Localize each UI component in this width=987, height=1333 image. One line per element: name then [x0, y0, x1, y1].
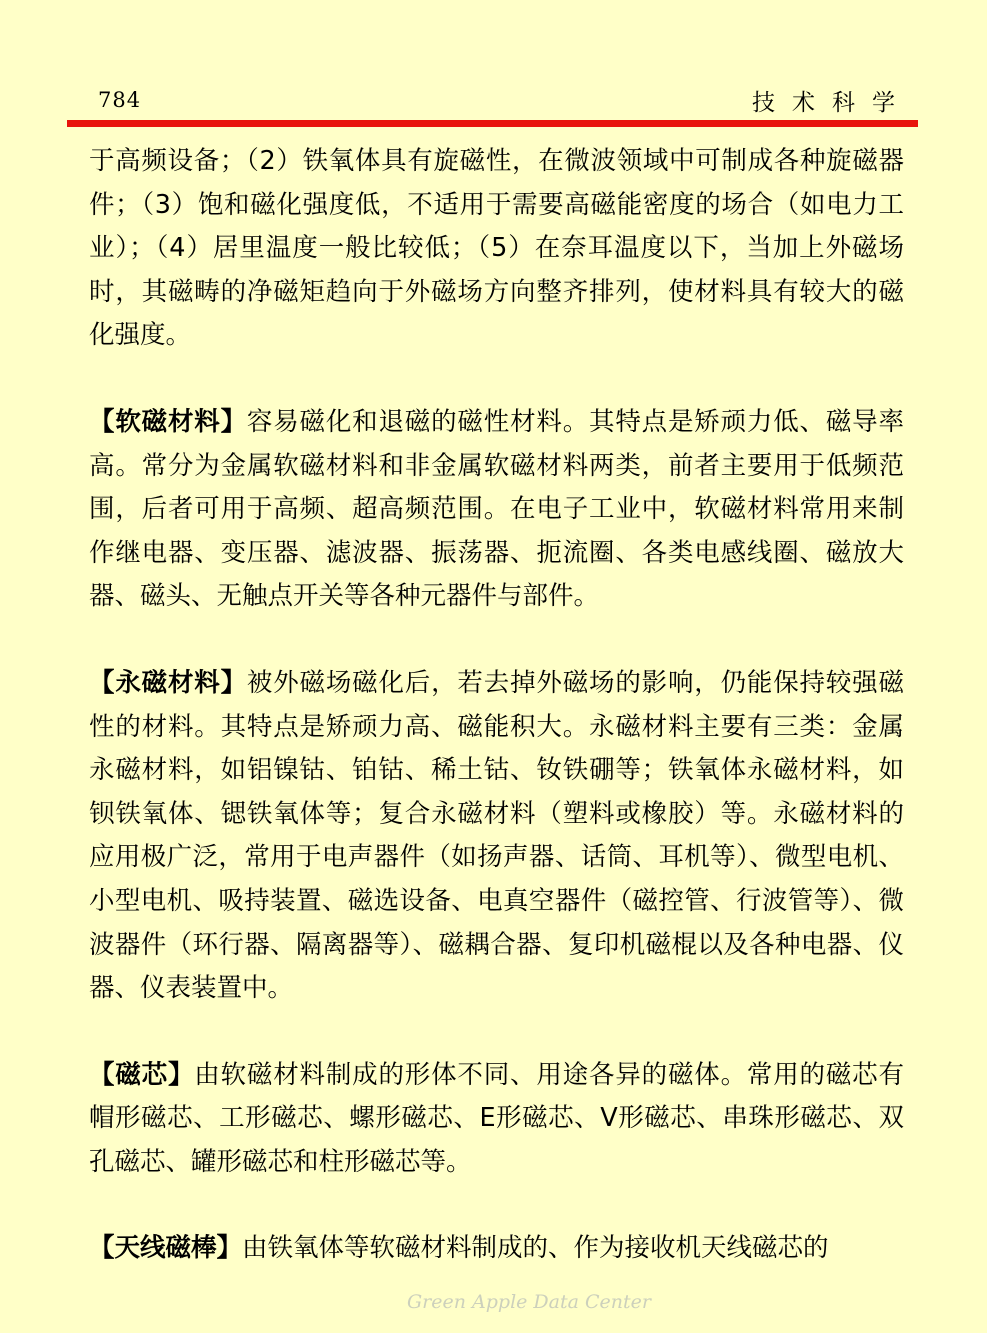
header-rule	[67, 120, 918, 127]
entry-term: 【磁芯】	[89, 1059, 195, 1090]
paragraph-text: 于高频设备；（2）铁氧体具有旋磁性，在微波领域中可制成各种旋磁器件；（3）饱和磁化强度低，不适用于需要高磁能密度的场合（如电力工业）；（4）居里温度一般比较低；（5）在奈耳温度以下，当加上外磁场时，其磁畴的净磁矩趋向于外磁场方向整齐排列，使材料具有较大的磁化强度。	[89, 146, 904, 351]
page-number: 784	[98, 88, 142, 112]
entry-magnetic-core	[89, 1054, 904, 1185]
entry-definition: 由软磁材料制成的形体不同、用途各异的磁体。常用的磁芯有帽形磁芯、工形磁芯、螺形磁芯、E形磁芯、V形磁芯、串珠形磁芯、双孔磁芯、罐形磁芯和柱形磁芯等。	[89, 1059, 904, 1177]
entry-soft-magnetic-material	[89, 401, 904, 619]
entry-antenna-magnetic-rod	[89, 1227, 904, 1271]
entry-term: 【永磁材料】	[89, 667, 247, 698]
entry-definition: 由铁氧体等软磁材料制成的、作为接收机天线磁芯的	[242, 1233, 829, 1264]
body-text	[89, 140, 904, 1271]
entry-definition: 被外磁场磁化后，若去掉外磁场的影响，仍能保持较强磁性的材料。其特点是矫顽力高、磁能积大。永磁材料主要有三类：金属永磁材料，如铝镍钴、铂钴、稀土钴、钕铁硼等；铁氧体永磁材料，如钡铁氧体、锶铁氧体等；复合永磁材料（塑料或橡胶）等。永磁材料的应用极广泛，常用于电声器件（如扬声器、话筒、耳机等）、微型电机、小型电机、吸持装置、磁选设备、电真空器件（磁控管、行波管等）、微波器件（环行器、隔离器等）、磁耦合器、复印机磁棍以及各种电器、仪器、仪表装置中。	[89, 667, 904, 1004]
entry-term: 【软磁材料】	[89, 406, 247, 437]
paragraph-ferrite-properties-continued	[89, 140, 904, 358]
entry-permanent-magnetic-material	[89, 662, 904, 1011]
entry-term: 【天线磁棒】	[89, 1233, 243, 1264]
watermark-text: Green Apple Data Center	[407, 1291, 651, 1313]
entry-definition: 容易磁化和退磁的磁性材料。其特点是矫顽力低、磁导率高。常分为金属软磁材料和非金属软磁材料两类，前者主要用于低频范围，后者可用于高频、超高频范围。在电子工业中，软磁材料常用来制作继电器、变压器、滤波器、振荡器、扼流圈、各类电感线圈、磁放大器、磁头、无触点开关等各种元器件与部件。	[89, 406, 904, 612]
running-head-title: 技术科学	[752, 90, 912, 116]
